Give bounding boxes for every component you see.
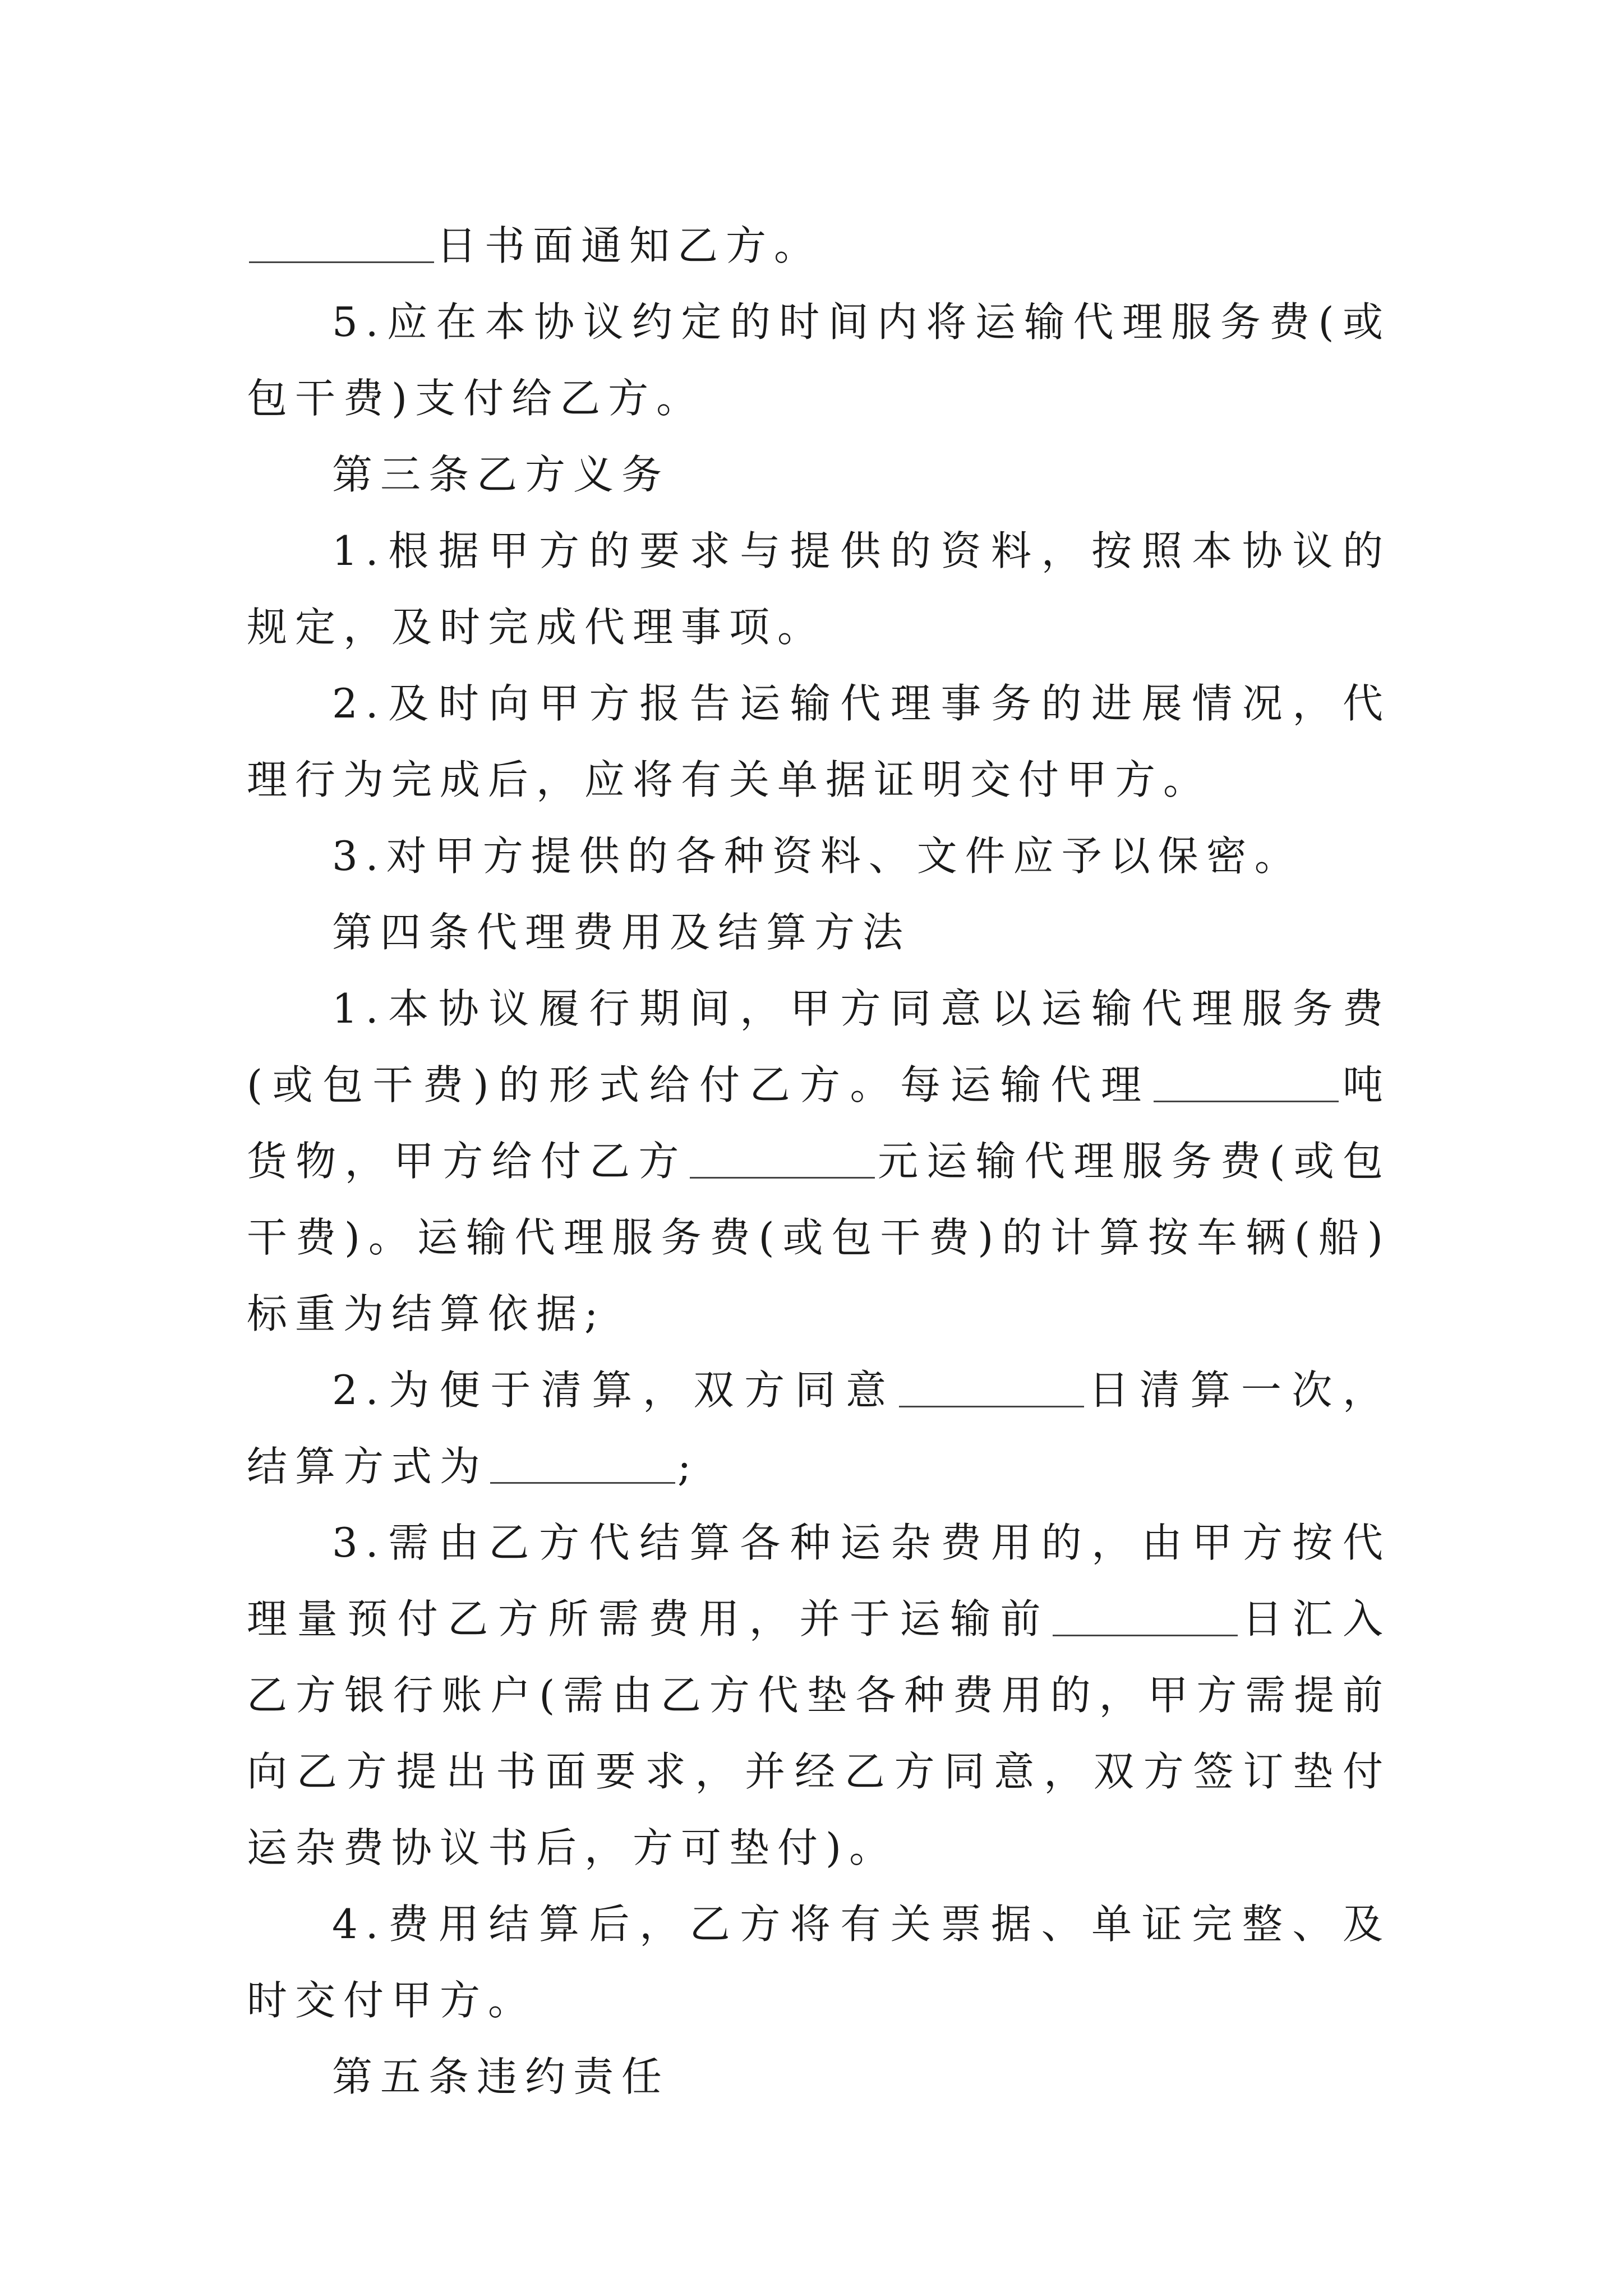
fill-in-blank[interactable] [690,1137,875,1179]
fill-in-blank[interactable] [249,221,434,263]
paragraph-article-4-clause-3 [247,1504,1391,1886]
paragraph-article-4-clause-1 [247,970,1391,1352]
paragraph-text: 日书面通知乙方。 [436,222,823,269]
heading-article-4 [247,894,1391,970]
paragraph-text: 日汇入乙方银行账户(需由乙方代垫各种费用的，甲方需提前向乙方提出书面要求，并经乙方同意，双方签订垫付运杂费协议书后，方可垫付)。 [247,1595,1391,1871]
paragraph-text: 2.及时向甲方报告运输代理事务的进展情况，代理行为完成后，应将有关单据证明交付甲方。 [247,680,1391,803]
paragraph-text: 1.根据甲方的要求与提供的资料，按照本协议的规定，及时完成代理事项。 [247,527,1391,651]
heading-article-3 [247,436,1391,513]
paragraph-text: 2.为便于清算，双方同意 [332,1366,897,1414]
paragraph-text: 5.应在本协议约定的时间内将运输代理服务费(或包干费)支付给乙方。 [247,298,1391,422]
heading-text: 第三条乙方义务 [332,451,670,498]
paragraph-text: 元运输代理服务费(或包干费)。运输代理服务费(或包干费)的计算按车辆(船)标重为结算依据; [247,1138,1391,1337]
paragraph-notice-continuation [247,208,1391,284]
fill-in-blank[interactable] [1053,1594,1238,1636]
paragraph-article-3-clause-2 [247,665,1391,818]
paragraph-clause-5 [247,284,1391,436]
heading-article-5 [247,2039,1391,2115]
paragraph-text: ; [677,1443,699,1490]
paragraph-text: 1.本协议履行期间，甲方同意以运输代理服务费(或包干费)的形式给付乙方。每运输代理 [247,985,1391,1108]
paragraph-text: 3.对甲方提供的各种资料、文件应予以保密。 [332,832,1303,880]
paragraph-text: 吨货物，甲方给付乙方 [247,1061,1391,1185]
heading-text: 第四条代理费用及结算方法 [332,909,911,956]
paragraph-article-4-clause-4 [247,1886,1391,2039]
fill-in-blank[interactable] [899,1365,1084,1407]
paragraph-text: 4.费用结算后，乙方将有关票据、单证完整、及时交付甲方。 [247,1901,1391,2024]
paragraph-text: 3.需由乙方代结算各种运杂费用的，由甲方按代理量预付乙方所需费用，并于运输前 [247,1519,1391,1642]
document-body [247,208,1391,2115]
paragraph-article-4-clause-2 [247,1352,1391,1504]
fill-in-blank[interactable] [1154,1060,1339,1102]
paragraph-article-3-clause-3 [247,818,1391,894]
paragraph-article-3-clause-1 [247,513,1391,665]
fill-in-blank[interactable] [490,1442,675,1484]
heading-text: 第五条违约责任 [332,2053,670,2100]
paragraph-text: 日清算一次，结算方式为 [247,1366,1391,1490]
